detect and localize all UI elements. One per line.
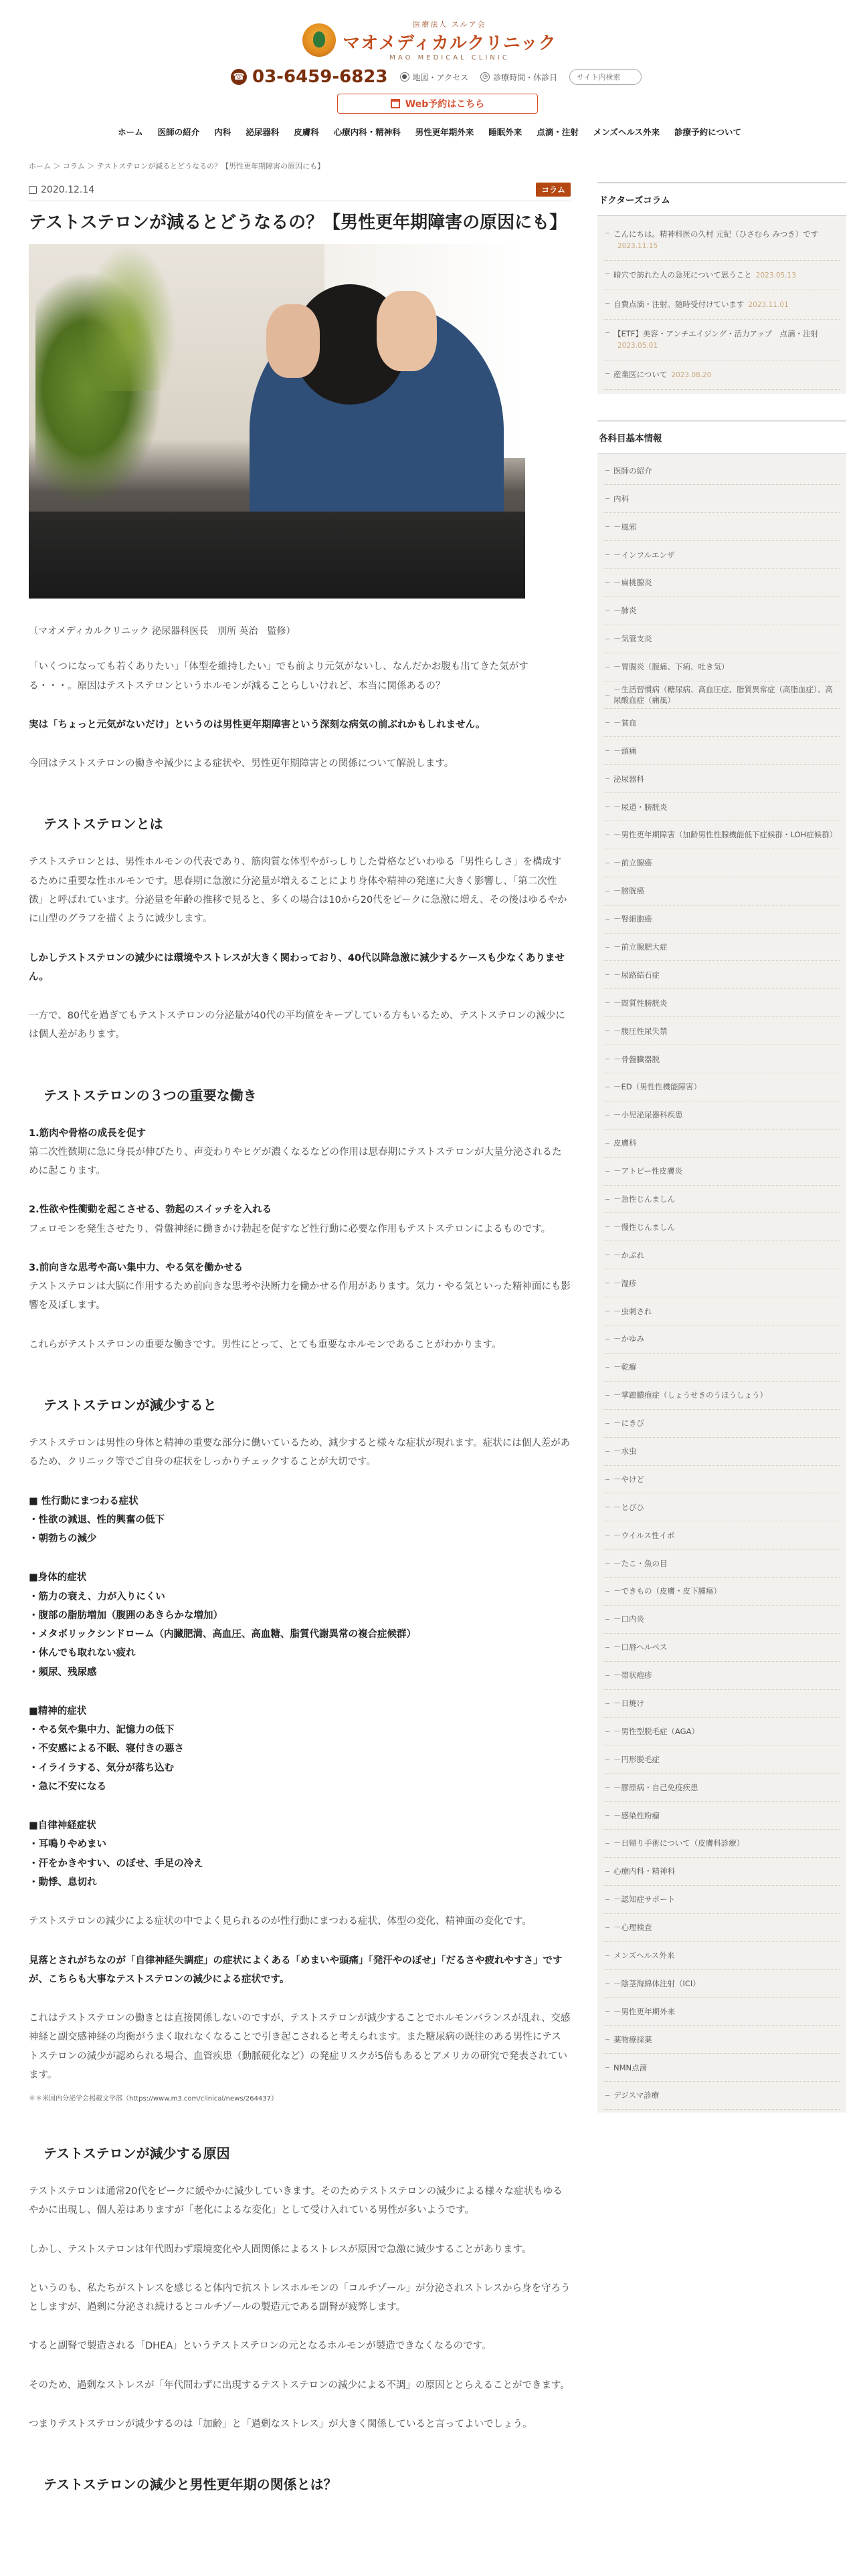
section-heading: テストステロンの３つの重要な働き (43, 1087, 257, 1103)
department-link[interactable]: －感染性粉瘤 (604, 1802, 840, 1830)
department-link[interactable]: －尿路結石症 (604, 961, 840, 989)
department-link[interactable]: －にきび (604, 1410, 840, 1438)
department-link[interactable]: 内科 (604, 485, 840, 513)
access-label: 地図・アクセス (412, 72, 469, 82)
hero-image (29, 244, 525, 599)
department-link[interactable]: －口内炎 (604, 1606, 840, 1634)
department-link[interactable]: －男性型脱毛症（AGA） (604, 1718, 840, 1746)
sidebar-heading-departments: 各科目基本情報 (597, 421, 846, 454)
symptom-item: ・頻尿、残尿感 (29, 1667, 97, 1678)
header-contact (231, 67, 642, 87)
logo-name-text: マオメディカルクリニック (343, 33, 557, 53)
department-link[interactable]: －間質性膀胱炎 (604, 989, 840, 1017)
nav-item-home[interactable]: ホーム (118, 127, 143, 137)
body-paragraph: 一方で、80代を過ぎてもテストステロンの分泌量が40代の平均値をキープしている方もいるため、テストステロンの減少には個人差があります。 (29, 1010, 565, 1041)
column-link[interactable]: 【ETF】美容・アンチエイジング・活力アップ 点滴・注射2023.05.01 (604, 320, 840, 360)
symptom-group-heading: ■自律神経症状 (29, 1820, 96, 1832)
nav-item-sleep[interactable]: 睡眠外来 (488, 127, 522, 137)
symptom-item: ・動悸、息切れ (29, 1877, 97, 1889)
department-link[interactable]: －前立腺癌 (604, 849, 840, 877)
symptom-item: ・急に不安になる (29, 1781, 106, 1792)
function-item (29, 1259, 571, 1315)
access-link[interactable] (400, 72, 469, 83)
department-link[interactable]: －肺炎 (604, 597, 840, 625)
symptom-group (29, 1702, 571, 1796)
body-paragraph: テストステロンは通常20代をピークに緩やかに減少していきます。そのためテストステロンの減少による様々な症状もゆるやかに出現し、個人差はありますが「老化によるな変化」として受け入れている男性が多いようです。 (29, 2186, 563, 2216)
symptom-item: ・耳鳴りやめまい (29, 1839, 106, 1850)
department-link[interactable]: －かゆみ (604, 1325, 840, 1354)
department-link[interactable]: －ウイルス性イボ (604, 1521, 840, 1549)
body-paragraph: というのも、私たちがストレスを感じると体内で抗ストレスホルモンの「コルチゾール」が分泌されストレスから身を守ろうとしますが、過剰に分泌され続けるとコルチゾールの製造元である副腎が疲弊します。 (29, 2282, 571, 2313)
intro-paragraph: 「いくつになっても若くありたい」「体型を維持したい」でも前より元気がないし、なんだかお腹も出てきた気がする・・・。原因はテストステロンというホルモンが減ることらしいけれど、本当に関係あるの？ (29, 661, 529, 691)
department-link[interactable]: －頭痛 (604, 737, 840, 765)
body-paragraph: つまりテストステロンが減少するのは「加齢」と「過剰なストレス」が大きく関係していると言ってよいでしょう。 (29, 2419, 533, 2430)
department-link[interactable]: －骨盤臓器脱 (604, 1045, 840, 1073)
department-link[interactable]: －扁桃腺炎 (604, 569, 840, 597)
department-link[interactable]: －男性更年期外来 (604, 1998, 840, 2026)
department-link[interactable]: －気管支炎 (604, 625, 840, 653)
map-pin-icon: ● (400, 72, 409, 82)
global-nav (0, 126, 859, 138)
section-heading: テストステロンの減少と男性更年期の関係とは？ (43, 2476, 337, 2493)
symptom-item: ・汗をかきやすい、のぼせ、手足の冷え (29, 1858, 203, 1869)
department-link[interactable]: －腹圧性尿失禁 (604, 1017, 840, 1045)
department-link[interactable]: －膀胱癌 (604, 877, 840, 905)
department-link[interactable]: －やけど (604, 1466, 840, 1494)
department-link[interactable]: 皮膚科 (604, 1130, 840, 1158)
function-item (29, 1200, 571, 1239)
department-link[interactable]: －水虫 (604, 1438, 840, 1466)
clinic-logo-mark-icon (302, 23, 336, 57)
nav-item-dermatology[interactable]: 皮膚科 (294, 127, 319, 137)
symptom-item: ・やる気や集中力、記憶力の低下 (29, 1725, 175, 1736)
section-heading: テストステロンが減少すると (43, 1396, 217, 1413)
department-link[interactable]: －ED（男性性機能障害） (604, 1073, 840, 1101)
department-link[interactable]: 薬物療採薬 (604, 2026, 840, 2054)
function-item-text: テストステロンは大脳に作用するため前向きな思考や決断力を働かせる作用があります。気力・やる気といった精神面にも影響を及ぼします。 (29, 1281, 571, 1311)
department-link[interactable]: －円形脱毛症 (604, 1745, 840, 1774)
symptom-item: ・不安感による不眠、寝付きの悪さ (29, 1743, 184, 1755)
department-link[interactable]: －膠原病・自己免疫疾患 (604, 1774, 840, 1802)
intro-emphasis: 実は「ちょっと元気がないだけ」というのは男性更年期障害という深刻な病気の前ぶれかもしれません。 (29, 719, 486, 730)
section-heading: テストステロンが減少する原因 (43, 2145, 230, 2162)
nav-item-psychiatry[interactable]: 心療内科・精神科 (333, 127, 401, 137)
body-paragraph: すると副腎で製造される「DHEA」というテストステロンの元となるホルモンが製造できなくなるのです。 (29, 2341, 492, 2352)
function-item-text: 第二次性徴期に急に身長が伸びたり、声変わりやヒゲが濃くなるなどの作用は思春期にテストステロンが大量分泌されるために起こります。 (29, 1146, 562, 1177)
department-link[interactable]: －貧血 (604, 709, 840, 737)
symptom-item: ・メタボリックシンドローム（内臓肥満、高血圧、高血糖、脂質代謝異常の複合症候群） (29, 1629, 417, 1640)
department-link[interactable]: －胃腸炎（腹痛、下痢、吐き気） (604, 653, 840, 681)
symptom-item: ・腹部の脂肪増加（腹囲のあきらかな増加） (29, 1610, 223, 1621)
nav-item-internal[interactable]: 内科 (214, 127, 231, 137)
nav-item-doctors[interactable]: 医師の紹介 (157, 127, 200, 137)
function-item-heading: 1.筋肉や骨格の成長を促す (29, 1128, 147, 1139)
department-link[interactable]: －とびひ (604, 1493, 840, 1521)
date-icon (29, 186, 37, 194)
department-link[interactable]: －心理検査 (604, 1914, 840, 1942)
department-link[interactable]: －乾癬 (604, 1354, 840, 1382)
calendar-icon (391, 99, 400, 108)
department-link[interactable]: －尿道・膀胱炎 (604, 793, 840, 821)
department-link[interactable]: －風邪 (604, 513, 840, 541)
body-paragraph: テストステロンは男性の身体と精神の重要な部分に働いているため、減少すると様々な症状が現れます。症状には個人差があるため、クリニック等でご自身の症状をしっかりチェックすることが大切です。 (29, 1437, 571, 1468)
hours-link[interactable] (480, 72, 557, 83)
symptom-group (29, 1492, 571, 1549)
logo-sub-text: 医療法人 スルア会 (413, 20, 486, 29)
department-link[interactable]: 泌尿器科 (604, 765, 840, 793)
breadcrumb[interactable]: ホーム ＞ コラム ＞ テストステロンが減るとどうなるの？【男性更年期障害の原因にも】 (29, 162, 325, 171)
article (29, 183, 571, 2493)
department-link[interactable]: －男性更年期障害（加齢男性性腺機能低下症候群・LOH症候群） (604, 821, 840, 849)
department-link[interactable]: －急性じんましん (604, 1186, 840, 1214)
department-link[interactable]: －掌蹠膿疱症（しょうせきのうほうしょう） (604, 1382, 840, 1410)
nav-item-male-menopause[interactable]: 男性更年期外来 (415, 127, 474, 137)
column-link[interactable]: 産業医について 2023.08.20 (604, 360, 840, 390)
nav-item-urology[interactable]: 泌尿器科 (246, 127, 280, 137)
symptom-group (29, 1568, 571, 1682)
symptom-item: ・休んでも取れない疲れ (29, 1648, 136, 1659)
category-badge[interactable]: コラム (536, 183, 571, 197)
clock-icon: ◷ (480, 72, 490, 82)
department-link[interactable]: －口唇ヘルペス (604, 1634, 840, 1662)
body-paragraph: これはテストステロンの働きとは直接関係しないのですが、テストステロンが減少することでホルモンバランスが乱れ、交感神経と副交感神経の均衡がうまく取れなくなることで引き起こされると考えられます。また糖尿病の既往のある男性にテストステロンの減少が認められる場合、血管疾患（動脈硬化など）の発症リスクが5倍もあるとアメリカの研究で発表されています。 (29, 2013, 571, 2080)
department-link[interactable]: －たこ・魚の目 (604, 1549, 840, 1578)
department-link[interactable]: －生活習慣病（糖尿病、高血圧症、脂質異常症（高脂血症）、高尿酸血症（痛風） (604, 681, 840, 710)
phone-number: 03-6459-6823 (252, 67, 388, 87)
department-link[interactable]: 心療内科・精神科 (604, 1858, 840, 1886)
intro-summary: 今回はテストステロンの働きや減少による症状や、男性更年期障害との関係について解説します。 (29, 758, 454, 770)
symptom-item: ・性欲の減退、性的興奮の低下 (29, 1514, 165, 1525)
department-link[interactable]: NMN点滴 (604, 2054, 840, 2082)
symptom-group-heading: ■ 性行動にまつわる症状 (29, 1495, 138, 1507)
body-paragraph: そのため、過剰なストレスが「年代問わずに出現するテストステロンの減少による不調」の原因ととらえることができます。 (29, 2379, 570, 2391)
reference-note[interactable]: ＊＊米国内分泌学会掲載文学部（https://www.m3.com/clinical/news/264437） (29, 2095, 278, 2103)
nav-item-reservation-info[interactable]: 診療予約について (674, 127, 741, 137)
department-link[interactable]: －インフルエンザ (604, 541, 840, 569)
site-search-input[interactable] (569, 69, 642, 85)
symptom-group-heading: ■身体的症状 (29, 1572, 87, 1584)
department-link[interactable]: －小児泌尿器科疾患 (604, 1101, 840, 1130)
sidebar-heading-columns: ドクターズコラム (597, 183, 846, 216)
department-link[interactable]: －虫刺され (604, 1297, 840, 1325)
department-link[interactable]: メンズヘルス外来 (604, 1942, 840, 1970)
column-link[interactable]: 暗穴で訪れた人の急死について思うこと 2023.05.13 (604, 261, 840, 290)
supervisor-caption: （マオメディカルクリニック 泌尿器科医長 別所 英治 監修） (29, 626, 296, 637)
site-header (0, 0, 859, 160)
phone-icon: ☎ (231, 69, 247, 85)
nav-item-iv-drip[interactable]: 点滴・注射 (537, 127, 579, 137)
symptom-item: ・筋力の衰え、力が入りにくい (29, 1591, 165, 1602)
function-item-heading: 2.性欲や性衝動を起こさせる、勃起のスイッチを入れる (29, 1204, 272, 1216)
symptom-group-heading: ■精神的症状 (29, 1705, 87, 1717)
page-title: テストステロンが減るとどうなるの？【男性更年期障害の原因にも】 (29, 213, 567, 233)
symptom-item: ・イライラする、気分が落ち込む (29, 1762, 175, 1774)
department-link[interactable]: －湿疹 (604, 1269, 840, 1297)
logo-en-text: MAO MEDICAL CLINIC (389, 54, 510, 62)
function-item-text: フェロモンを発生させたり、骨盤神経に働きかけ勃起を促すなど性行動に必要な作用もテストステロンによるものです。 (29, 1223, 551, 1235)
body-emphasis: 見落とされがちなのが「自律神経失調症」の症状によくある「めまいや頭痛」「発汗やのぼせ」「だるさや疲れやすさ」ですが、こちらも大事なテストステロンの減少による症状です。 (29, 1955, 563, 1985)
function-item (29, 1124, 571, 1181)
department-link[interactable]: －日焼け (604, 1690, 840, 1718)
body-paragraph: しかし、テストステロンは年代問わず環境変化や人間関係によるストレスが原因で急激に減少することがあります。 (29, 2244, 532, 2255)
column-list (597, 216, 846, 394)
symptom-group (29, 1816, 571, 1892)
department-list (597, 454, 846, 2113)
department-link[interactable]: デジスマ診療 (604, 2082, 840, 2110)
department-link[interactable]: －帯状疱疹 (604, 1662, 840, 1690)
department-link[interactable]: －できもの（皮膚・皮下腫瘍） (604, 1578, 840, 1606)
department-link[interactable]: －腎細胞癌 (604, 905, 840, 934)
body-emphasis: しかしテストステロンの減少には環境やストレスが大きく関わっており、40代以降急激に減少するケースも少なくありません。 (29, 952, 565, 982)
article-date (29, 185, 94, 195)
phone-link[interactable] (231, 67, 388, 87)
nav-item-mens-health[interactable]: メンズヘルス外来 (593, 127, 660, 137)
column-link[interactable]: こんにちは。精神科医の久村 元紀（ひさむら みつき）です2023.11.15 (604, 220, 840, 261)
web-reservation-button[interactable] (337, 94, 538, 114)
department-link[interactable]: －前立腺肥大症 (604, 934, 840, 962)
web-reservation-label: Web予約はこちら (405, 99, 485, 110)
section-heading: テストステロンとは (43, 816, 163, 833)
department-link[interactable]: －陰茎海綿体注射（ICI） (604, 1970, 840, 1998)
department-link[interactable]: －アトピー性皮膚炎 (604, 1158, 840, 1186)
hours-label: 診療時間・休診日 (493, 72, 558, 82)
sidebar (597, 183, 846, 2113)
clinic-logo[interactable] (0, 19, 859, 62)
department-link[interactable]: 医師の紹介 (604, 457, 840, 485)
body-paragraph: これらがテストステロンの重要な働きです。男性にとって、とても重要なホルモンであることがわかります。 (29, 1339, 502, 1350)
column-link[interactable]: 自費点滴・注射。随時受付けています 2023.11.01 (604, 290, 840, 320)
body-paragraph: テストステロンとは、男性ホルモンの代表であり、筋肉質な体型やがっしりした骨格などいわゆる「男性らしさ」を構成するために重要な性ホルモンです。思春期に急激に分泌量が増えることにより身体や精神の発達に大きく影響し、「第二次性徴」と呼ばれています。分泌量を年齢の推移で見ると、多くの場合は10から20代をピークに急激に増え、その後はゆるやかに山型のグラフを描くように減少します。 (29, 857, 567, 925)
function-item-heading: 3.前向きな思考や高い集中力、やる気を働かせる (29, 1262, 244, 1273)
article-meta (29, 183, 571, 201)
department-link[interactable]: －慢性じんましん (604, 1213, 840, 1241)
article-date-text: 2020.12.14 (41, 184, 95, 195)
department-link[interactable]: －かぶれ (604, 1241, 840, 1269)
symptom-item: ・朝勃ちの減少 (29, 1533, 97, 1545)
department-link[interactable]: －認知症サポート (604, 1886, 840, 1914)
body-paragraph: テストステロンの減少による症状の中でよく見られるのが性行動にまつわる症状、体型の変化、精神面の変化です。 (29, 1916, 532, 1927)
department-link[interactable]: －日帰り手術について（皮膚科診療） (604, 1830, 840, 1858)
